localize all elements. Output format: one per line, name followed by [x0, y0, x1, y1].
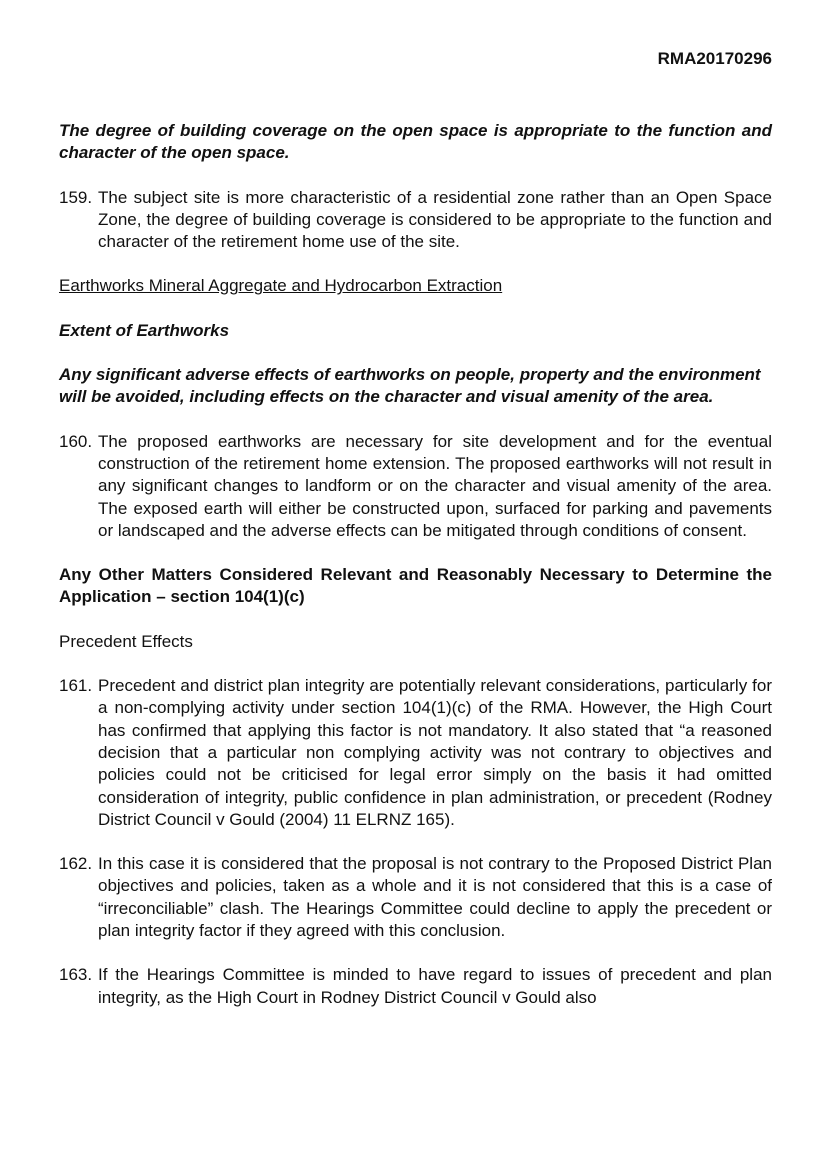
assessment-criterion-earthworks: Any significant adverse effects of earthworks on people, property and the environment will be avoided, including effects on the character and visual amenity of the area. [59, 365, 761, 407]
subheading-precedent-effects: Precedent Effects [59, 631, 193, 651]
paragraph-number: 160. [59, 431, 93, 451]
paragraph-160 [59, 431, 772, 542]
paragraph-163 [59, 964, 772, 1009]
paragraph-161 [59, 675, 772, 831]
paragraph-text: Precedent and district plan integrity are potentially relevant considerations, particularly for a non-complying activity under section 104(1)(c) of the RMA. However, the High Court has confirmed that applying this factor is not mandatory. It also stated that “a reasoned decision that a particular non complying activity was not contrary to objectives and policies could not be criticised for legal error simply on the basis it had omitted consideration of integrity, public confidence in plan administration, or precedent (Rodney District Council v Gould (2004) 11 ELRNZ 165). [98, 676, 772, 829]
subheading-extent-of-earthworks: Extent of Earthworks [59, 320, 230, 340]
document-body [59, 120, 772, 1009]
document-reference: RMA20170296 [657, 49, 772, 68]
paragraph-text: In this case it is considered that the proposal is not contrary to the Proposed District Plan objectives and policies, taken as a whole and it is not considered that this is a case of “irreconciliable” clash. The Hearings Committee could decline to apply the precedent or plan integrity factor if they agreed with this conclusion. [98, 854, 772, 941]
paragraph-number: 163. [59, 965, 93, 985]
paragraph-text: The proposed earthworks are necessary for site development and for the eventual construction of the retirement home extension. The proposed earthworks will not result in any significant changes to landform or on the character and visual amenity of the area. The exposed earth will either be constructed upon, surfaced for parking and pavements or landscaped and the adverse effects can be mitigated through conditions of consent. [98, 431, 772, 540]
paragraph-text: If the Hearings Committee is minded to have regard to issues of precedent and plan integrity, as the High Court in Rodney District Council v Gould also [98, 965, 772, 1007]
paragraph-text: The subject site is more characteristic of a residential zone rather than an Open Space Zone, the degree of building coverage is considered to be appropriate to the function and character of the retirement home use of the site. [98, 187, 772, 252]
section-heading-earthworks: Earthworks Mineral Aggregate and Hydrocarbon Extraction [59, 276, 503, 296]
assessment-criterion-coverage: The degree of building coverage on the open space is appropriate to the function and character of the open space. [59, 121, 772, 163]
section-heading-other-matters: Any Other Matters Considered Relevant and Reasonably Necessary to Determine the Application – section 104(1)(c) [59, 565, 772, 607]
paragraph-number: 162. [59, 854, 93, 874]
paragraph-159 [59, 187, 772, 254]
paragraph-number: 161. [59, 676, 93, 696]
paragraph-number: 159. [59, 187, 93, 207]
paragraph-162 [59, 853, 772, 942]
